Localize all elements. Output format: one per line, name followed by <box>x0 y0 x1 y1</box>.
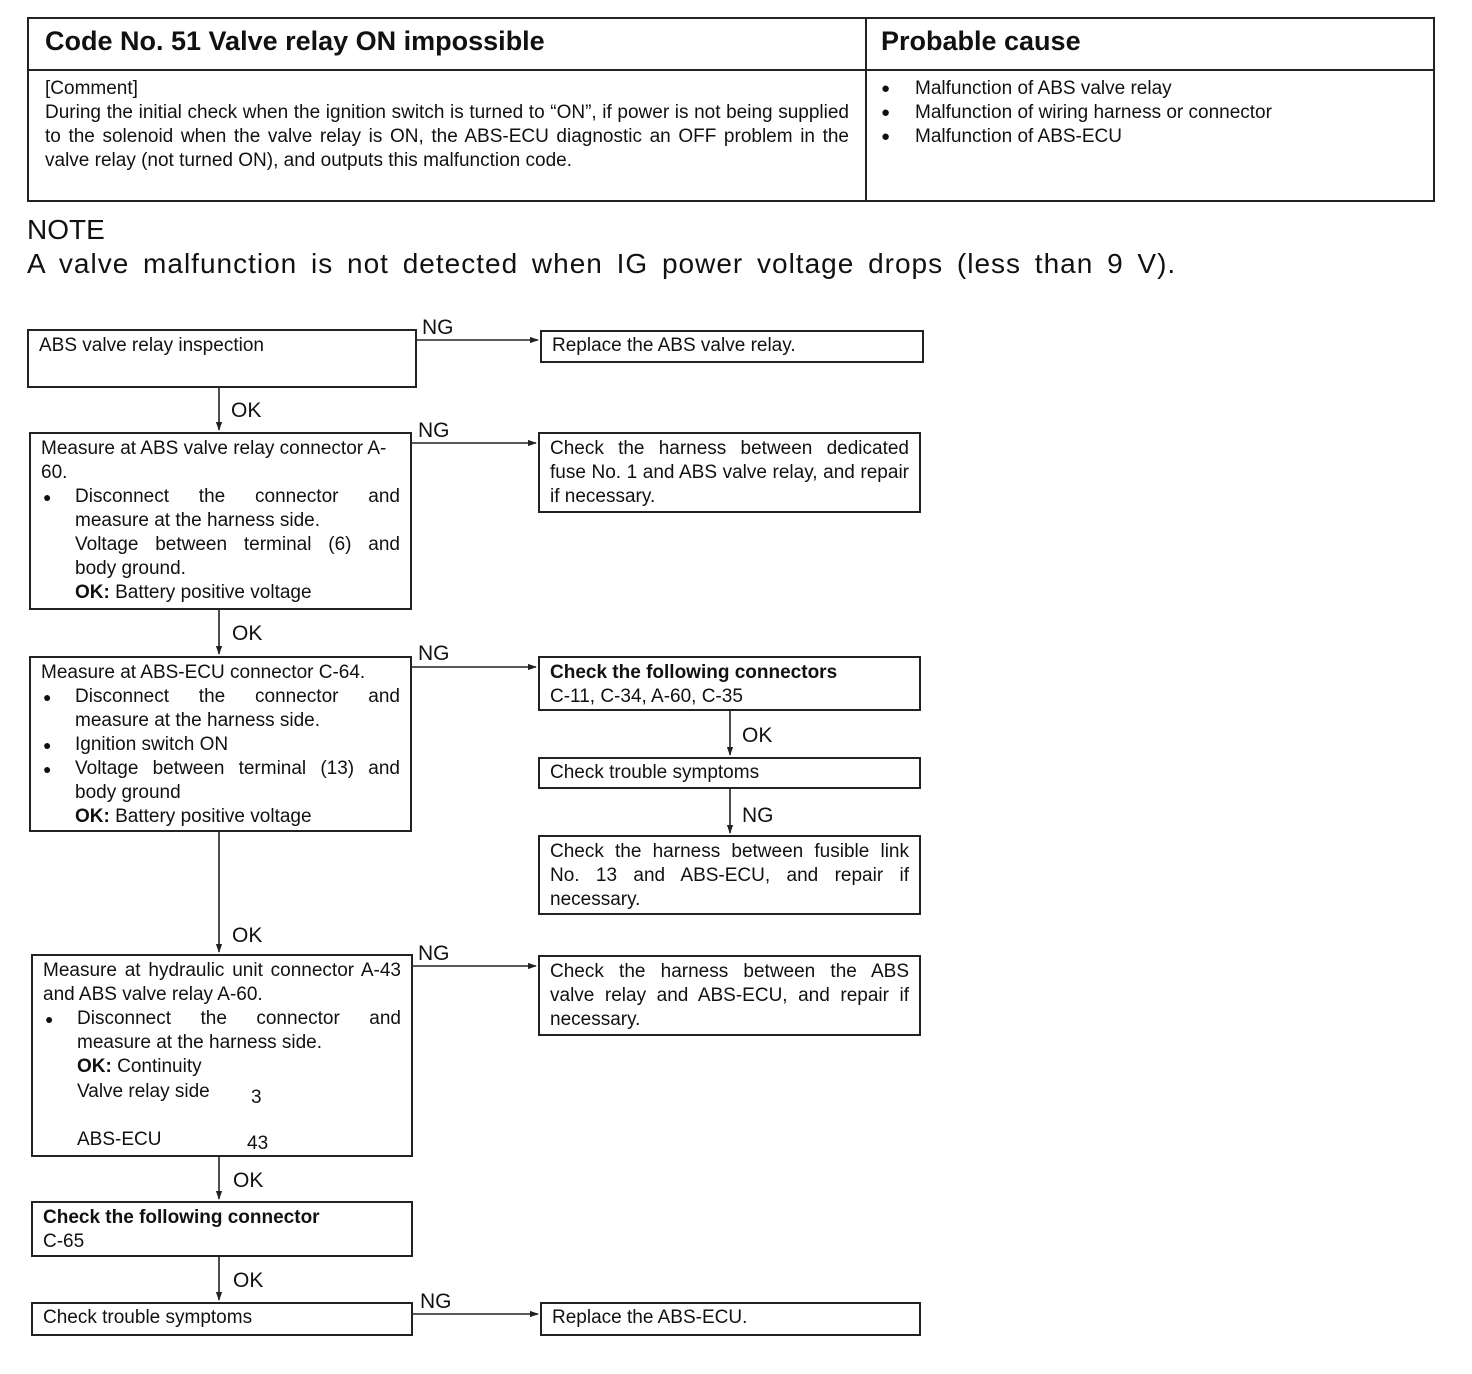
step-measure-hydraulic-connector <box>31 954 413 1157</box>
step-relay-inspection <box>27 329 417 388</box>
step-check-harness-fusible-link <box>538 835 921 915</box>
ok-label: OK <box>232 622 263 645</box>
ng-label: NG <box>742 804 774 827</box>
step-bullets <box>41 485 400 605</box>
bullet-item: ● Voltage between terminal (13) and body ground <box>41 757 400 805</box>
note-title: NOTE <box>27 214 105 245</box>
step-check-trouble-symptoms <box>538 757 921 789</box>
ok-label: OK <box>231 399 262 422</box>
ok-label: OK: <box>75 582 110 603</box>
ok-criteria <box>41 805 400 829</box>
comment-text: During the initial check when the ignition switch is turned to “ON”, if power is not being supplied to the solenoid when the valve relay is ON, the ABS-ECU diagnostic an OFF problem in the valve relay (not turned ON), and outputs this malfunction code. <box>45 102 849 171</box>
bullet-item: ● Disconnect the connector and measure at the harness side. <box>41 685 400 733</box>
step-check-trouble-symptoms-final <box>31 1302 413 1336</box>
step-replace-relay <box>540 330 924 363</box>
step-text: Replace the ABS valve relay. <box>552 335 796 356</box>
bullet-item: ● Ignition switch ON <box>41 733 400 757</box>
step-heading: Check the following connector <box>43 1207 320 1228</box>
step-check-harness-relay-ecu <box>538 955 921 1036</box>
ok-label: OK <box>233 1169 264 1192</box>
step-check-connectors <box>538 656 921 711</box>
note-text: A valve malfunction is not detected when IG power voltage drops (less than 9 V). <box>27 248 1177 279</box>
probable-cause-heading: Probable cause <box>881 26 1081 56</box>
step-heading: Measure at ABS-ECU connector C-64. <box>41 662 366 683</box>
step-heading: Check the following connectors <box>550 662 838 683</box>
ng-label: NG <box>418 642 450 665</box>
ok-label: OK <box>742 724 773 747</box>
step-text: ABS valve relay inspection <box>39 335 264 356</box>
step-bullets <box>41 685 400 829</box>
ok-value: Battery positive voltage <box>115 806 312 827</box>
ng-label: NG <box>418 942 450 965</box>
bullet-item: ● Disconnect the connector and measure at the harness side. <box>41 485 400 533</box>
ok-label: OK <box>232 924 263 947</box>
step-text: Check the harness between the ABS valve relay and ABS-ECU, and repair if necessary. <box>550 961 909 1030</box>
connector-value: C-65 <box>43 1231 85 1252</box>
step-text: Replace the ABS-ECU. <box>552 1307 748 1328</box>
cause-item: ● Malfunction of wiring harness or connector <box>881 101 1272 125</box>
ok-value: Battery positive voltage <box>115 582 312 603</box>
ng-label: NG <box>418 419 450 442</box>
cause-item: ● Malfunction of ABS valve relay <box>881 77 1272 101</box>
step-text: Check the harness between dedicated fuse No. 1 and ABS valve relay, and repair if necessary. <box>550 438 909 507</box>
step-replace-ecu <box>540 1302 921 1336</box>
ok-criteria <box>41 581 400 605</box>
step-bullets <box>43 1007 401 1079</box>
continuity-row-label: ABS-ECU <box>77 1129 162 1150</box>
continuity-row-label: Valve relay side <box>77 1081 210 1102</box>
step-check-harness-fuse <box>538 432 921 513</box>
step-measure-ecu-connector <box>29 656 412 832</box>
ng-label: NG <box>420 1290 452 1313</box>
connector-list: C-11, C-34, A-60, C-35 <box>550 686 743 707</box>
continuity-row-value: 43 <box>247 1133 269 1154</box>
step-heading: Measure at ABS valve relay connector A-60. <box>41 438 387 483</box>
ok-label: OK <box>233 1269 264 1292</box>
ok-label: OK: <box>75 806 110 827</box>
step-heading: Measure at hydraulic unit connector A-43 and ABS valve relay A-60. <box>43 960 401 1005</box>
step-text: Check trouble symptoms <box>43 1307 253 1328</box>
ok-value: Continuity <box>117 1056 202 1077</box>
step-check-connector-c65 <box>31 1201 413 1257</box>
step-text: Check trouble symptoms <box>550 762 760 783</box>
cause-item: ● Malfunction of ABS-ECU <box>881 125 1272 149</box>
sub-item: Voltage between terminal (6) and body ground. <box>75 534 400 579</box>
code-title: Code No. 51 Valve relay ON impossible <box>45 26 545 56</box>
comment-label: [Comment] <box>45 78 138 99</box>
ng-label: NG <box>422 316 454 339</box>
bullet-item: ● Disconnect the connector and measure at the harness side. <box>43 1007 401 1055</box>
continuity-row-value: 3 <box>251 1087 262 1108</box>
step-text: Check the harness between fusible link No. 13 and ABS-ECU, and repair if necessary. <box>550 841 909 910</box>
step-measure-relay-connector <box>29 432 412 610</box>
ok-label: OK: <box>77 1056 112 1077</box>
ok-criteria <box>43 1055 401 1079</box>
